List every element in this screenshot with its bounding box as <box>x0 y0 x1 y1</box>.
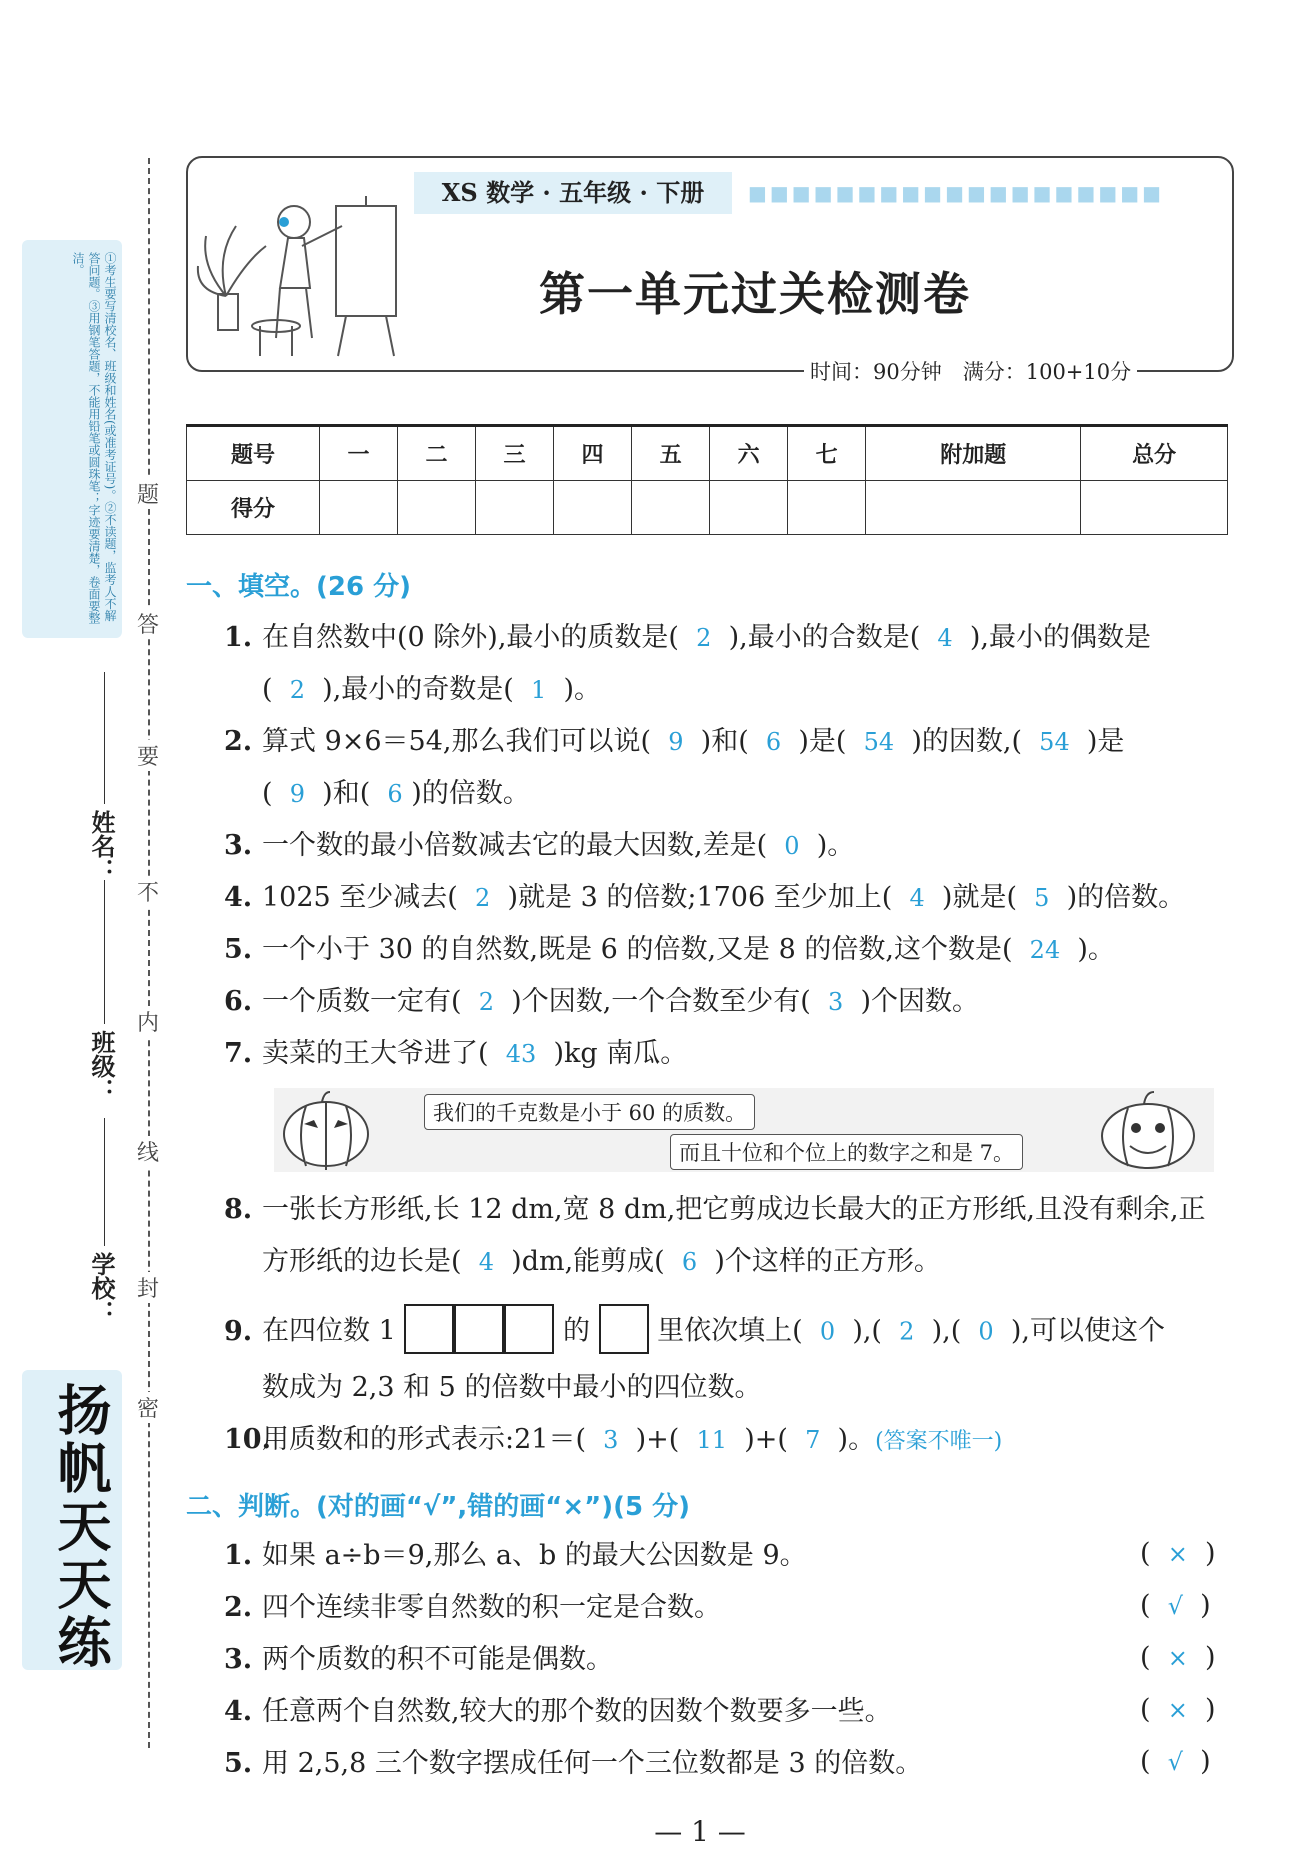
score-cell[interactable] <box>866 481 1081 535</box>
answer: 6 <box>681 1248 698 1276</box>
question-8: 8. 一张长方形纸,长 12 dm,宽 8 dm,把它剪成边长最大的正方形纸,且没有剩余,正 <box>224 1192 1206 1228</box>
score-header-cell: 三 <box>476 426 554 481</box>
seal-char: 要 <box>136 740 160 771</box>
judge-answer: ( × ) <box>1140 1694 1216 1725</box>
score-header-cell: 一 <box>320 426 398 481</box>
question-1: 1. 在自然数中(0 除外),最小的质数是( 2 ),最小的合数是( 4 ),最小的偶数是 <box>224 620 1151 656</box>
answer: 2 <box>289 676 305 704</box>
judge-item: 5. 用 2,5,8 三个数字摆成任何一个三位数都是 3 的倍数。 <box>224 1748 923 1779</box>
answer: 7 <box>805 1426 821 1454</box>
judge-item: 4. 任意两个自然数,较大的那个数的因数个数要多一些。 <box>224 1696 892 1727</box>
answer: 43 <box>505 1040 537 1068</box>
q-num: 2. <box>224 726 253 757</box>
score-cell[interactable] <box>788 481 866 535</box>
page-number: — 1 — <box>654 1815 746 1848</box>
seal-char: 不 <box>136 876 160 907</box>
speech-bubble-1: 我们的千克数是小于 60 的质数。 <box>424 1094 755 1130</box>
answer: 54 <box>863 728 895 756</box>
school-label: 学校： <box>87 1252 116 1324</box>
pumpkin-right-icon <box>1094 1088 1202 1172</box>
judge-item: 3. 两个质数的积不可能是偶数。 <box>224 1644 613 1675</box>
answer: 9 <box>289 780 305 808</box>
digit-box[interactable] <box>454 1304 504 1354</box>
q-num: 9. <box>224 1315 253 1347</box>
judge-answer: ( × ) <box>1140 1538 1216 1569</box>
class-label: 班级： <box>87 1030 116 1102</box>
q-num: 7. <box>224 1038 253 1069</box>
answer: 54 <box>1039 728 1070 756</box>
question-4: 4. 1025 至少减去( 2 )就是 3 的倍数;1706 至少加上( 4 )就是( 5 )的倍数。 <box>224 880 1185 916</box>
question-9: 9. 在四位数 1 的 里依次填上( 0 ),( 2 ),( 0 ),可以使这个 <box>224 1310 1165 1354</box>
score-row-label: 得分 <box>187 481 320 535</box>
seal-char: 封 <box>136 1272 160 1303</box>
answer: 5 <box>1034 884 1050 912</box>
answer: 3 <box>603 1426 619 1454</box>
score-header-cell: 五 <box>632 426 710 481</box>
score-header-cell: 七 <box>788 426 866 481</box>
name-line[interactable] <box>104 672 105 804</box>
seal-line <box>148 158 150 1748</box>
score-table <box>186 424 1228 535</box>
question-1-cont: ( 2 ),最小的奇数是( 1 )。 <box>262 674 601 705</box>
question-9-cont: 数成为 2,3 和 5 的倍数中最小的四位数。 <box>262 1372 762 1403</box>
question-2: 2. 算式 9×6＝54,那么我们可以说( 9 )和( 6 )是( 54 )的因数,( 54 )是 <box>224 724 1124 760</box>
score-row <box>187 481 1228 535</box>
question-3: 3. 一个数的最小倍数减去它的最大因数,差是( 0 )。 <box>224 828 854 864</box>
question-8-cont: 方形纸的边长是( 4 )dm,能剪成( 6 )个这样的正方形。 <box>262 1246 941 1277</box>
judge-item: 2. 四个连续非零自然数的积一定是合数。 <box>224 1592 721 1623</box>
answer: 4 <box>478 1248 494 1276</box>
page-title: 第一单元过关检测卷 <box>539 267 971 321</box>
answer: 2 <box>899 1317 915 1346</box>
school-line[interactable] <box>104 1118 105 1246</box>
answer: 0 <box>978 1317 994 1346</box>
q-num: 5. <box>224 934 253 965</box>
answer: 4 <box>937 624 953 652</box>
judge-answer: ( √ ) <box>1140 1746 1211 1777</box>
judge-answer: ( √ ) <box>1140 1590 1211 1621</box>
exam-meta: 时间：90分钟 满分：100+10分 <box>804 356 1137 386</box>
score-header-cell: 二 <box>398 426 476 481</box>
question-2-cont: ( 9 )和( 6 )的倍数。 <box>262 778 530 809</box>
digit-box[interactable] <box>504 1304 554 1354</box>
exam-notice: ①考生要写清校名、班级和姓名(或准考证号)。②不读题，监考人不解答问题。③用钢笔答题，不能用铅笔或圆珠笔；字迹要清楚，卷面要整洁。 <box>71 252 117 624</box>
brand-logo: 扬帆天天练 <box>49 1382 112 1672</box>
score-cell[interactable] <box>476 481 554 535</box>
score-cell[interactable] <box>320 481 398 535</box>
score-cell[interactable] <box>398 481 476 535</box>
question-6: 6. 一个质数一定有( 2 )个因数,一个合数至少有( 3 )个因数。 <box>224 984 979 1020</box>
answer: 2 <box>475 884 491 912</box>
score-header-cell: 题号 <box>187 426 320 481</box>
q-num: 6. <box>224 986 253 1017</box>
answer: 11 <box>696 1426 728 1454</box>
digit-box[interactable] <box>404 1304 454 1354</box>
answer: 6 <box>765 728 782 756</box>
digit-box[interactable] <box>599 1304 649 1354</box>
judge-item: 1. 如果 a÷b＝9,那么 a、b 的最大公因数是 9。 <box>224 1540 807 1571</box>
section2-title: 二、判断。(对的画“√”,错的画“×”)(5 分) <box>186 1492 691 1522</box>
score-cell[interactable] <box>1081 481 1228 535</box>
q-num: 4. <box>224 882 253 913</box>
answer: 0 <box>784 832 800 860</box>
score-header-cell: 总分 <box>1081 426 1228 481</box>
question-7: 7. 卖菜的王大爷进了( 43 )kg 南瓜。 <box>224 1036 687 1072</box>
answer: 9 <box>668 728 684 756</box>
section1-title: 一、填空。(26 分) <box>186 572 411 602</box>
speech-bubble-2: 而且十位和个位上的数字之和是 7。 <box>670 1134 1023 1170</box>
score-cell[interactable] <box>554 481 632 535</box>
q-num: 10. <box>224 1424 271 1455</box>
score-header-cell: 六 <box>710 426 788 481</box>
seal-char: 题 <box>136 478 160 509</box>
answer: 6 <box>387 780 403 808</box>
answer: 0 <box>819 1317 836 1346</box>
seal-char: 线 <box>136 1136 160 1167</box>
q-num: 8. <box>224 1194 253 1225</box>
question-5: 5. 一个小于 30 的自然数,既是 6 的倍数,又是 8 的倍数,这个数是( 24 )。 <box>224 932 1115 968</box>
score-header-row <box>187 426 1228 481</box>
score-header-cell: 四 <box>554 426 632 481</box>
answer: 1 <box>531 676 547 704</box>
answer: 2 <box>478 988 494 1016</box>
answer: 2 <box>696 624 712 652</box>
answer-note: (答案不唯一) <box>875 1429 1003 1454</box>
seal-char: 密 <box>136 1392 160 1423</box>
seal-char: 答 <box>136 608 160 639</box>
score-header-cell: 附加题 <box>866 426 1081 481</box>
judge-answer: ( × ) <box>1140 1642 1216 1673</box>
answer: 3 <box>828 988 844 1016</box>
q-num: 1. <box>224 622 253 653</box>
class-line[interactable] <box>104 880 105 1024</box>
score-cell[interactable] <box>632 481 710 535</box>
question-10: 10.用质数和的形式表示:21＝( 3 )+( 11 )+( 7 )。(答案不唯一) <box>224 1422 1002 1460</box>
seal-char: 内 <box>136 1006 160 1037</box>
decorative-dots: ■■■■■■■■■■■■■■■■■■■ <box>748 181 1165 205</box>
name-label: 姓名： <box>87 810 116 882</box>
series-tag: XS 数学 · 五年级 · 下册 <box>414 172 732 214</box>
answer: 4 <box>909 884 925 912</box>
q-num: 3. <box>224 830 253 861</box>
answer: 24 <box>1029 936 1061 964</box>
score-cell[interactable] <box>710 481 788 535</box>
pumpkin-left-icon <box>278 1090 374 1170</box>
